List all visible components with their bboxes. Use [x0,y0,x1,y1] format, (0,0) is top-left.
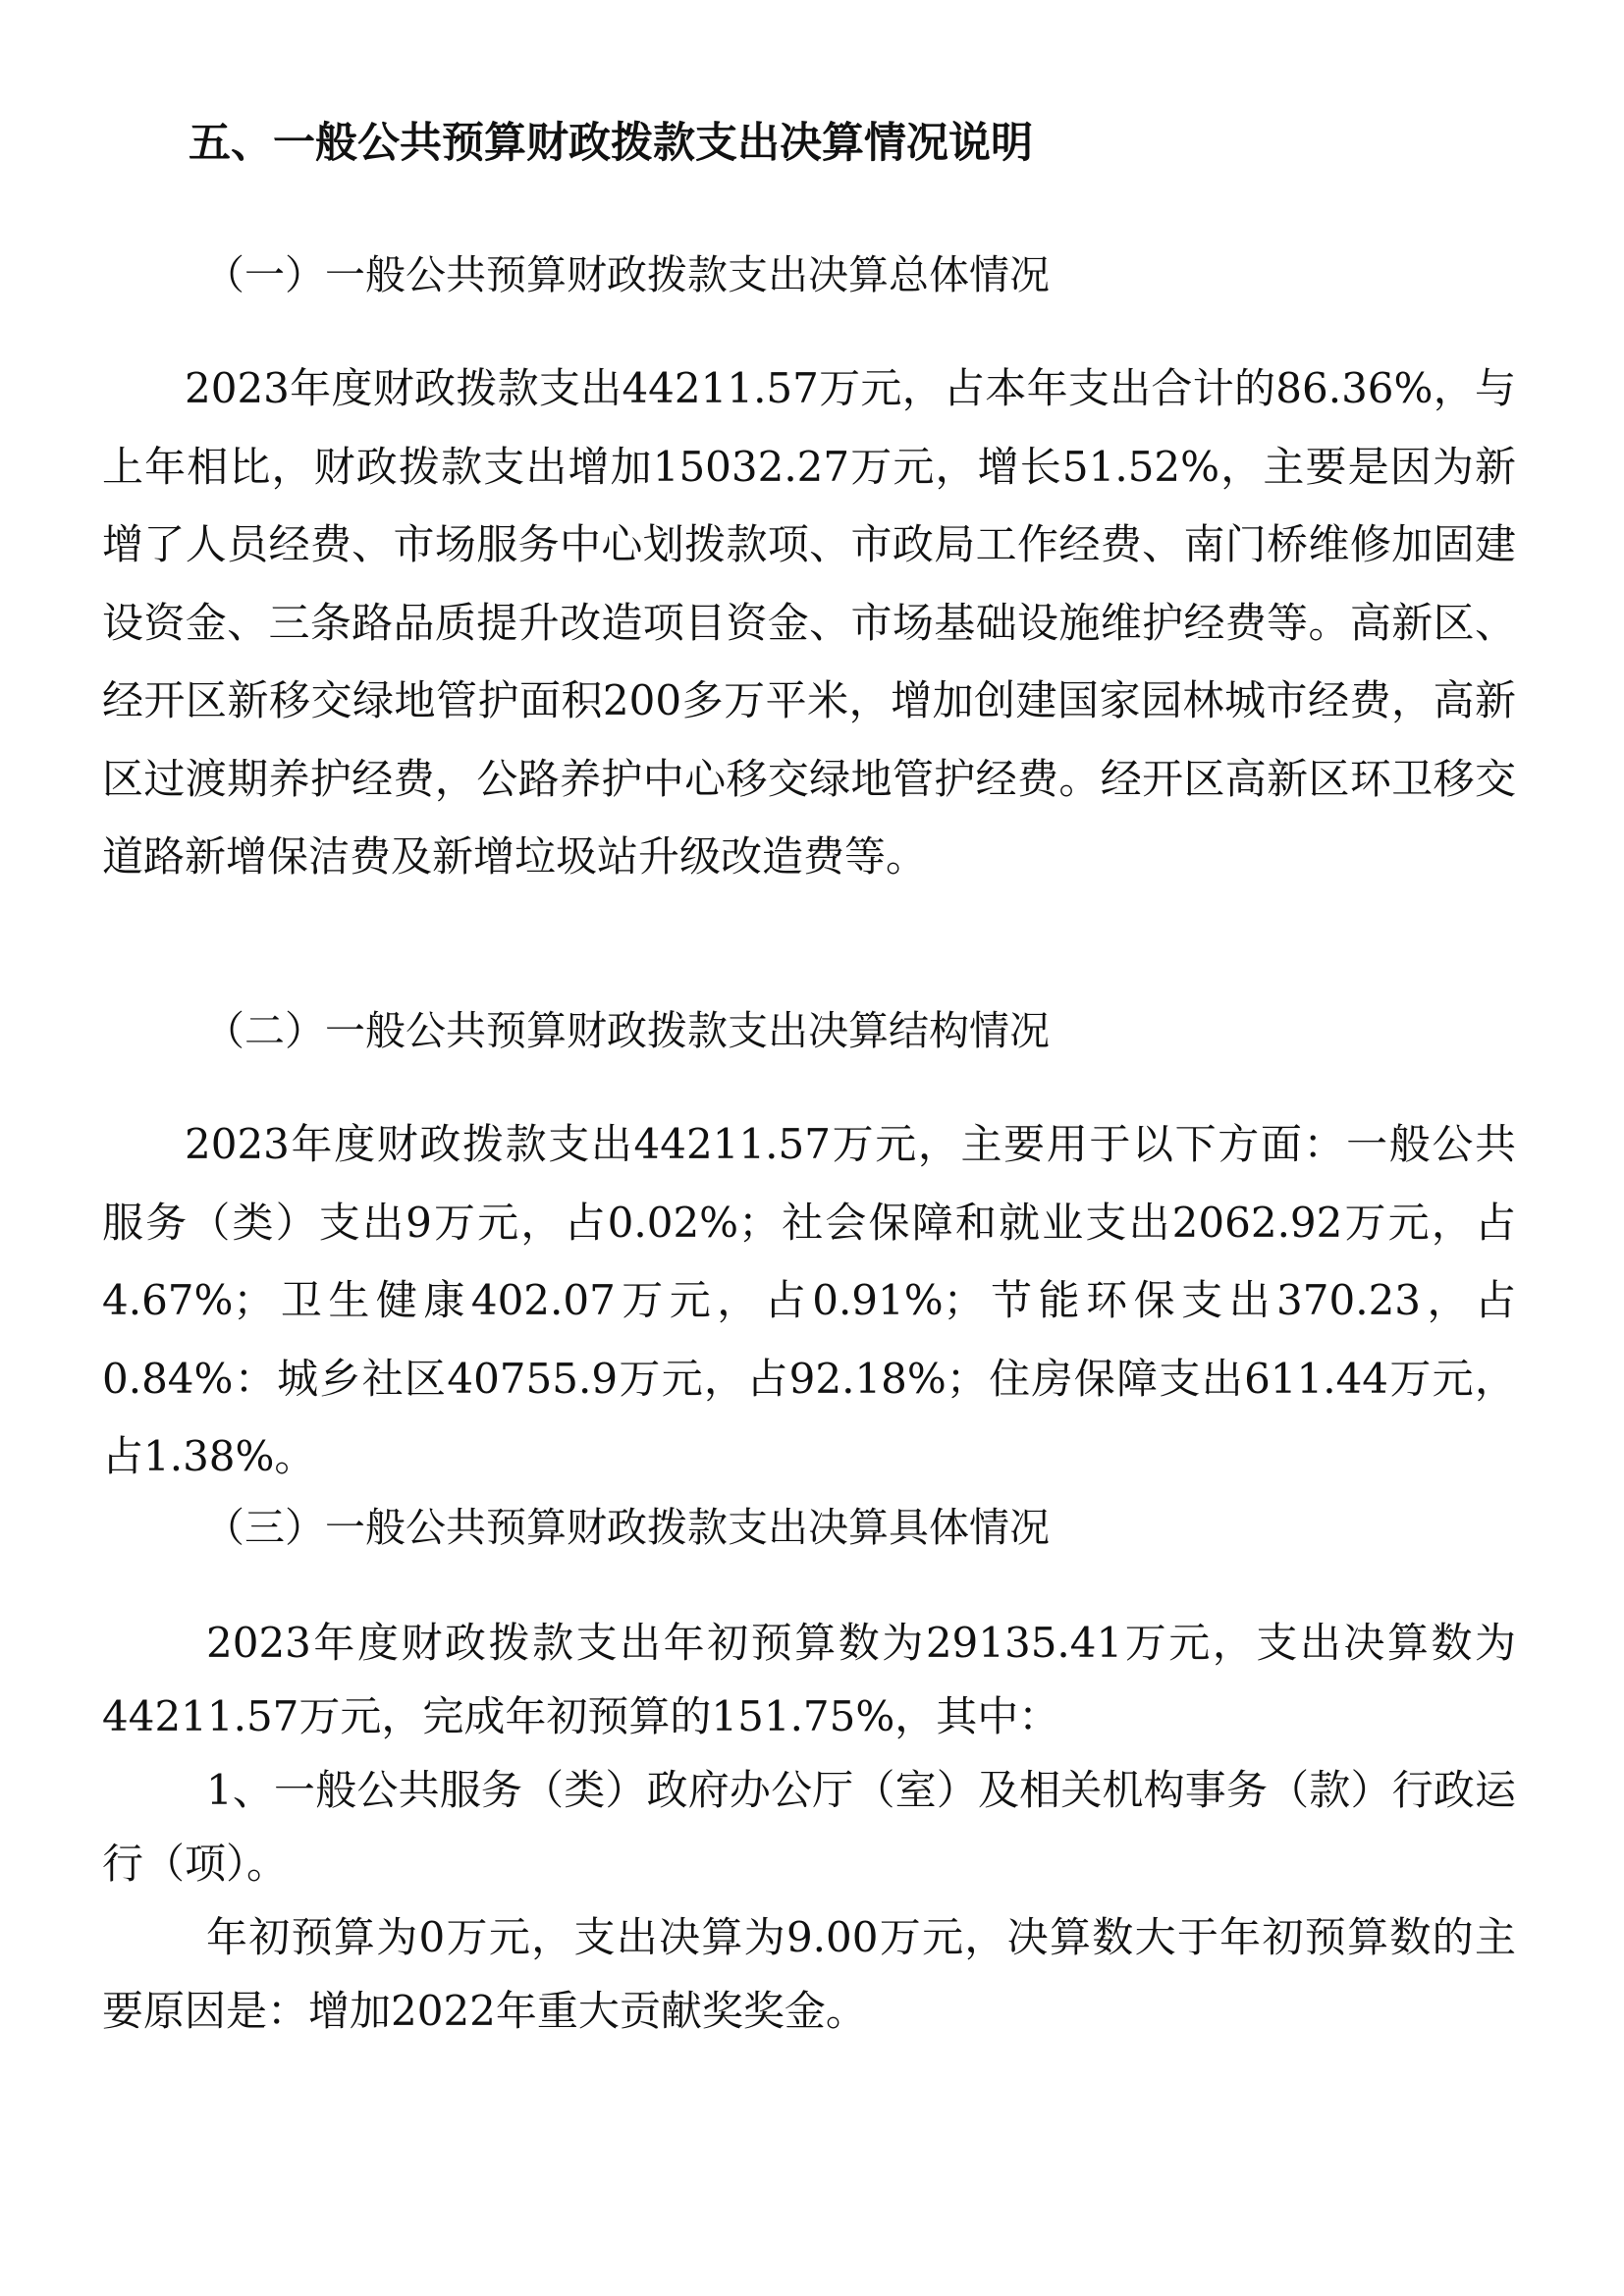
part1-heading: （一）一般公共预算财政拨款支出决算总体情况 [204,251,1050,298]
part2-body: 2023年度财政拨款支出44211.57万元，主要用于以下方面：一般公共服务（类）支出9万元，占0.02%；社会保障和就业支出2062.92万元，占4.67%；卫生健康402.07万元，占0.91%；节能环保支出370.23，占0.84%：城乡社区40755.9万元，占92.18%；住房保障支出611.44万元，占1.38%。 [102,1120,1516,1480]
part3-item1: 1、一般公共服务（类）政府办公厅（室）及相关机构事务（款）行政运行（项）。 [102,1766,1516,1888]
part3-item1-detail: 年初预算为0万元，支出决算为9.00万元，决算数大于年初预算数的主要原因是：增加2022年重大贡献奖奖金。 [102,1913,1516,2035]
part2-heading: （二）一般公共预算财政拨款支出决算结构情况 [204,1007,1050,1054]
section-title: 五、一般公共预算财政拨款支出决算情况说明 [189,119,1033,168]
part3-heading: （三）一般公共预算财政拨款支出决算具体情况 [204,1504,1050,1551]
part1-body: 2023年度财政拨款支出44211.57万元，占本年支出合计的86.36%，与上年相比，财政拨款支出增加15032.27万元，增长51.52%，主要是因为新增了人员经费、市场服务中心划拨款项、市政局工作经费、南门桥维修加固建设资金、三条路品质提升改造项目资金、市场基础设施维护经费等。高新区、经开区新移交绿地管护面积200多万平米，增加创建国家园林城市经费，高新区过渡期养护经费，公路养护中心移交绿地管护经费。经开区高新区环卫移交道路新增保洁费及新增垃圾站升级改造费等。 [102,364,1516,881]
part3-intro: 2023年度财政拨款支出年初预算数为29135.41万元，支出决算数为44211.57万元，完成年初预算的151.75%，其中： [102,1619,1516,1740]
